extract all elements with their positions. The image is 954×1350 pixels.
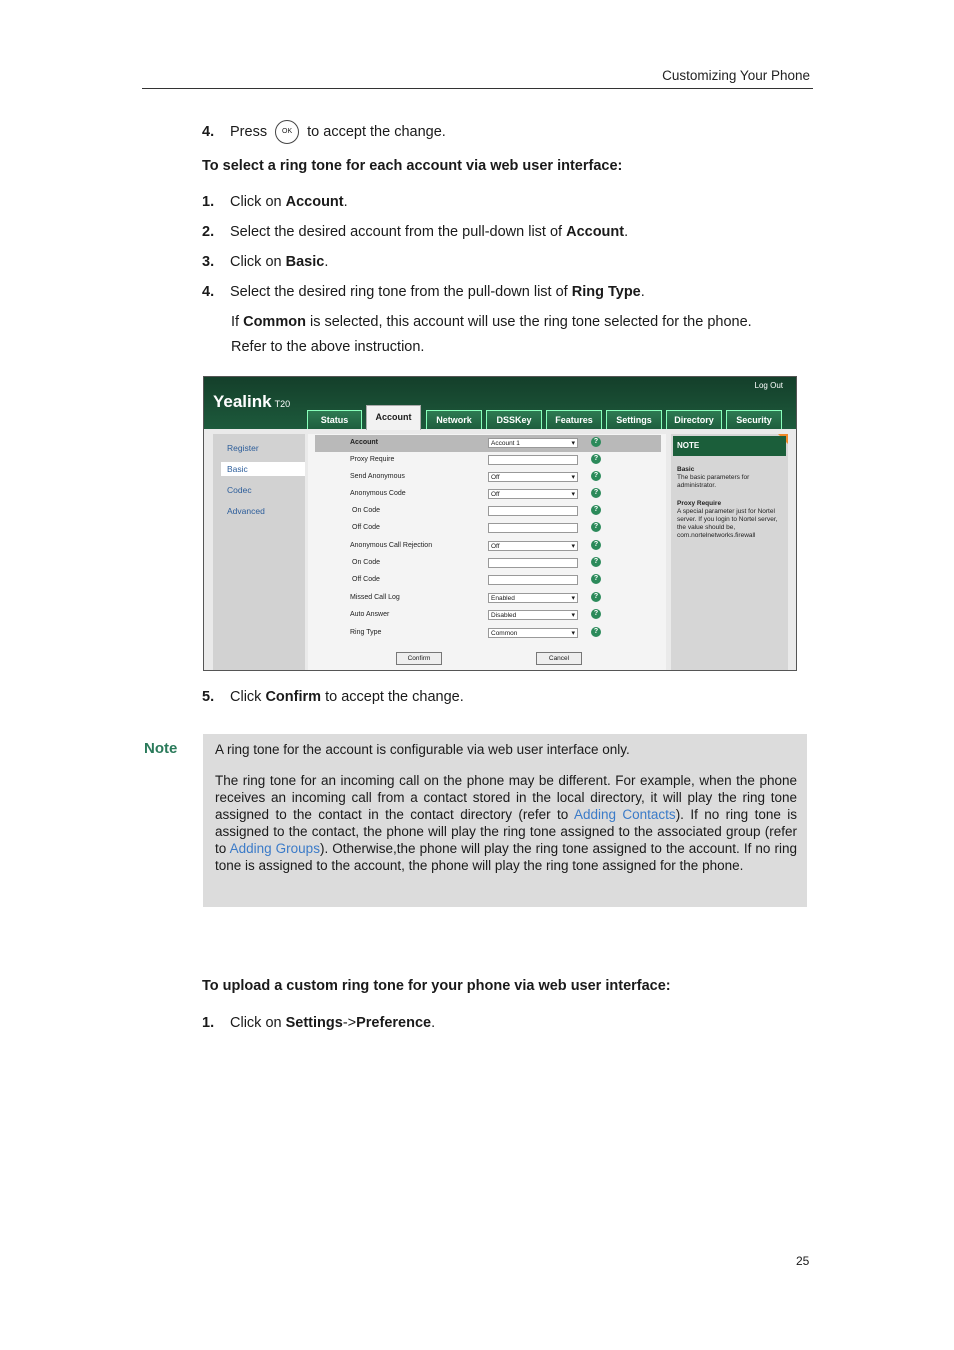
field-label: Anonymous Call Rejection — [350, 542, 433, 549]
step-text: to accept the change. — [321, 689, 464, 705]
cancel-button[interactable]: Cancel — [536, 652, 582, 665]
common-explanation — [231, 310, 752, 360]
anonymous-call-rejection-select[interactable]: Off ▾ — [488, 541, 578, 551]
help-icon[interactable]: ? — [591, 592, 601, 602]
step-text: Press — [230, 123, 268, 140]
note-panel-title: NOTE — [673, 436, 786, 456]
step-item — [202, 689, 464, 705]
field-label: Proxy Require — [350, 456, 395, 463]
auto-answer-select[interactable]: Disabled ▾ — [488, 610, 578, 620]
step-item — [202, 284, 645, 300]
help-icon[interactable]: ? — [591, 574, 601, 584]
help-icon[interactable]: ? — [591, 522, 601, 532]
tab-network[interactable]: Network — [426, 410, 482, 429]
tab-status[interactable]: Status — [307, 410, 362, 429]
yealink-logo — [213, 392, 290, 412]
step-text: Select the desired account from the pull-down list of — [230, 224, 567, 240]
header-rule — [142, 88, 813, 89]
step-item — [202, 1015, 435, 1031]
confirm-button[interactable]: Confirm — [396, 652, 442, 665]
note-proxy-title: Proxy Require — [677, 500, 722, 507]
tab-settings[interactable]: Settings — [606, 410, 662, 429]
send-anonymous-select[interactable]: Off ▾ — [488, 472, 578, 482]
field-label: Ring Type — [350, 629, 382, 636]
note-label: Note — [144, 740, 178, 757]
help-icon[interactable]: ? — [591, 471, 601, 481]
step-item — [202, 254, 328, 270]
help-icon[interactable]: ? — [591, 627, 601, 637]
web-ui-screenshot — [203, 376, 797, 671]
step-text: . — [640, 284, 645, 300]
step-text: Click on — [230, 194, 286, 210]
step-item — [202, 224, 628, 240]
field-label: Send Anonymous — [350, 473, 405, 480]
step-press-ok — [202, 120, 446, 144]
para-text: If — [231, 314, 244, 330]
ui-term: Ring Type — [571, 284, 641, 300]
help-icon[interactable]: ? — [591, 488, 601, 498]
account-form — [308, 434, 666, 670]
note-basic — [677, 466, 785, 490]
field-label: Anonymous Code — [350, 490, 406, 497]
help-icon[interactable]: ? — [591, 437, 601, 447]
step-item — [202, 194, 348, 210]
note-basic-text: The basic parameters for administrator. — [677, 474, 750, 489]
ring-type-select[interactable]: Common ▾ — [488, 628, 578, 638]
ui-term: Confirm — [265, 689, 322, 705]
tab-security[interactable]: Security — [726, 410, 782, 429]
field-label: Off Code — [352, 576, 380, 583]
field-label: On Code — [352, 507, 381, 514]
step-text: -> — [342, 1015, 357, 1031]
sidebar-item-advanced[interactable]: Advanced — [227, 506, 265, 516]
sidebar-item-register[interactable]: Register — [227, 443, 259, 453]
step-text: Click on — [230, 254, 286, 270]
note-box — [203, 734, 807, 907]
model-label: T20 — [274, 399, 291, 409]
tab-account[interactable]: Account — [366, 405, 421, 430]
missed-call-log-select[interactable]: Enabled ▾ — [488, 593, 578, 603]
sidebar-item-basic[interactable]: Basic — [227, 464, 248, 474]
help-icon[interactable]: ? — [591, 557, 601, 567]
note-text: ). Otherwise,the phone will play the ring tone assigned to the account. If no ring tone is assigned to the account, the phone will play the ring tone assigned for the phone. — [215, 841, 798, 873]
web-ui-sidebar — [213, 434, 305, 670]
step-text: . — [324, 254, 329, 270]
on-code-input[interactable] — [488, 506, 578, 516]
step-number: 3. — [202, 254, 215, 270]
web-ui-topbar — [204, 377, 796, 429]
on-code-input[interactable] — [488, 558, 578, 568]
field-label: Account — [350, 439, 378, 446]
step-number: 1. — [202, 194, 215, 210]
step-text: . — [343, 194, 348, 210]
off-code-input[interactable] — [488, 575, 578, 585]
help-icon[interactable]: ? — [591, 540, 601, 550]
step-text: to accept the change. — [307, 123, 446, 140]
para-text: Refer to the above instruction. — [231, 339, 425, 355]
help-icon[interactable]: ? — [591, 609, 601, 619]
step-number: 4. — [202, 123, 215, 140]
step-number: 4. — [202, 284, 215, 300]
ui-term: Account — [566, 224, 625, 240]
step-text: Click on — [230, 1015, 286, 1031]
adding-contacts-link[interactable]: Adding Contacts — [573, 807, 676, 822]
ui-term: Settings — [285, 1015, 343, 1031]
help-icon[interactable]: ? — [591, 454, 601, 464]
help-icon[interactable]: ? — [591, 505, 601, 515]
tab-directory[interactable]: Directory — [666, 410, 722, 429]
field-label: Missed Call Log — [350, 594, 400, 601]
note-proxy — [677, 500, 785, 540]
note-panel — [671, 434, 788, 670]
ok-key-icon: OK — [275, 120, 299, 144]
ui-term: Preference — [356, 1015, 432, 1031]
step-number: 2. — [202, 224, 215, 240]
page-number: 25 — [796, 1254, 810, 1268]
field-label: Off Code — [352, 524, 380, 531]
note-proxy-text: A special parameter just for Nortel server. If you login to Nortel server, the value should be, com.nortelnetworks.firewall — [677, 508, 778, 539]
ui-term: Account — [285, 194, 344, 210]
tab-dsskey[interactable]: DSSKey — [486, 410, 542, 429]
note-basic-title: Basic — [677, 466, 695, 473]
step-number: 5. — [202, 689, 215, 705]
step-text: Select the desired ring tone from the pull-down list of — [230, 284, 572, 300]
ui-term: Basic — [285, 254, 325, 270]
logo-text: Yealink — [213, 392, 272, 411]
section-heading-select: To select a ring tone for each account via web user interface: — [202, 158, 623, 174]
field-label: On Code — [352, 559, 381, 566]
sidebar-item-codec[interactable]: Codec — [227, 485, 252, 495]
note-text: ). If no ring tone is assigned to the contact, the phone will play the ring tone assigned to the associated group (refer to — [215, 807, 798, 856]
para-text: is selected, this account will use the ring tone selected for the phone. — [305, 314, 752, 330]
section-heading-upload: To upload a custom ring tone for your phone via web user interface: — [202, 978, 671, 994]
step-text: . — [624, 224, 629, 240]
proxy-require-input[interactable] — [488, 455, 578, 465]
note-text: The ring tone for an incoming call on the phone may be different. For example, when the phone receives an incoming call from a contact stored in the local directory, it will play the ring tone assigned to the contact in the contact directory (refer to — [215, 773, 797, 822]
off-code-input[interactable] — [488, 523, 578, 533]
account-select[interactable]: Account 1 ▾ — [488, 438, 578, 448]
tab-features[interactable]: Features — [546, 410, 602, 429]
step-text: Click — [230, 689, 266, 705]
step-text: . — [431, 1015, 436, 1031]
running-header: Customizing Your Phone — [662, 68, 810, 83]
note-paragraph — [215, 772, 797, 874]
field-label: Auto Answer — [350, 611, 390, 618]
logout-link[interactable]: Log Out — [754, 381, 783, 390]
adding-groups-link[interactable]: Adding Groups — [229, 841, 320, 856]
ui-term: Common — [243, 314, 306, 330]
step-number: 1. — [202, 1015, 215, 1031]
note-paragraph: A ring tone for the account is configurable via web user interface only. — [215, 742, 630, 757]
anonymous-code-select[interactable]: Off ▾ — [488, 489, 578, 499]
